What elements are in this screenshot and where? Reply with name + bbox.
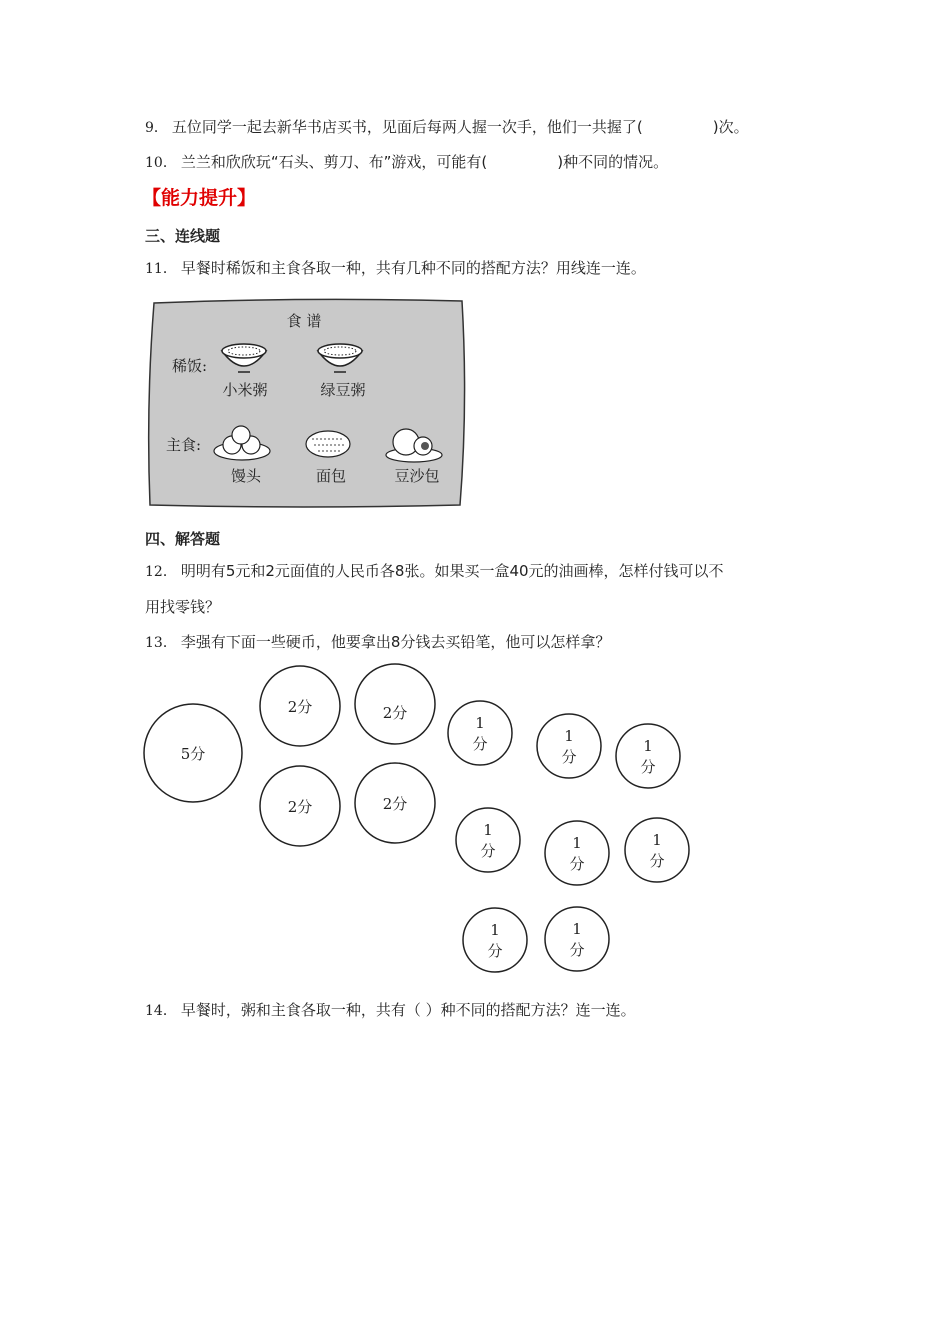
- coin-label: 分: [569, 855, 585, 873]
- coin-label: 1: [490, 921, 500, 939]
- question-text: 李强有下面一些硬币，他要拿出8分钱去买铅笔，他可以怎样拿？: [180, 633, 611, 651]
- porridge-item: 小米粥: [222, 381, 268, 399]
- coin-1fen: [537, 714, 601, 778]
- question-text-end: )种不同的情况。: [557, 153, 669, 171]
- bread-icon: [306, 431, 350, 457]
- question-text: 用找零钱？: [145, 598, 221, 616]
- question-text: 早餐时稀饭和主食各取一种，共有几种不同的搭配方法？用线连一连。: [180, 259, 646, 277]
- question-14: [145, 1000, 636, 1021]
- question-11: [145, 258, 646, 279]
- question-text: 五位同学一起去新华书店买书，见面后每两人握一次手，他们一共握了(: [171, 118, 643, 136]
- question-text-end: )次。: [712, 118, 749, 136]
- staple-label: 主食:: [166, 436, 202, 454]
- question-number: 9．: [145, 120, 168, 136]
- question-text: 明明有5元和2元面值的人民币各8张。如果买一盒40元的油画棒，怎样付钱可以不: [180, 562, 724, 580]
- coin-1fen: [545, 907, 609, 971]
- question-text: 兰兰和欣欣玩“石头、剪刀、布”游戏，可能有(: [180, 153, 488, 171]
- porridge-label: 稀饭:: [172, 357, 208, 375]
- question-number: 14．: [145, 1003, 177, 1019]
- coin-label: 分: [561, 748, 577, 766]
- coin-label: 1: [572, 834, 582, 852]
- question-12: [145, 561, 724, 582]
- coin-label: 分: [649, 852, 665, 870]
- coin-label: 2分: [382, 795, 408, 813]
- section-heading-ability: 【能力提升】: [142, 187, 257, 209]
- coin-label: 1: [475, 714, 485, 732]
- porridge-item: 绿豆粥: [320, 381, 366, 399]
- question-number: 10．: [145, 155, 177, 171]
- coin-label: 2分: [287, 698, 313, 716]
- section-heading-solve: 四、解答题: [145, 530, 221, 548]
- question-number: 12．: [145, 564, 177, 580]
- coin-label: 分: [569, 941, 585, 959]
- coin-label: 1: [652, 831, 662, 849]
- coin-1fen: [448, 701, 512, 765]
- coin-1fen: [463, 908, 527, 972]
- coin-label: 分: [472, 735, 488, 753]
- coin-label: 2分: [382, 704, 408, 722]
- section-heading-matching: 三、连线题: [145, 227, 221, 245]
- staple-item: 豆沙包: [394, 467, 440, 485]
- coin-label: 1: [643, 737, 653, 755]
- coins-figure: [140, 660, 700, 980]
- coin-label: 5分: [180, 745, 206, 763]
- coin-label: 分: [487, 942, 503, 960]
- coin-1fen: [616, 724, 680, 788]
- question-number: 13．: [145, 635, 177, 651]
- coin-1fen: [625, 818, 689, 882]
- coin-label: 分: [640, 758, 656, 776]
- question-9: [145, 117, 749, 138]
- question-10: [145, 152, 668, 173]
- staple-item: 馒头: [230, 467, 262, 485]
- coin-label: 分: [480, 842, 496, 860]
- menu-title: 食 谱: [286, 312, 322, 330]
- coin-label: 1: [564, 727, 574, 745]
- question-text: 早餐时，粥和主食各取一种，共有（ ）种不同的搭配方法？连一连。: [180, 1001, 636, 1019]
- question-12-continued: [145, 597, 220, 617]
- question-number: 11．: [145, 261, 177, 277]
- coin-label: 1: [572, 920, 582, 938]
- coin-label: 2分: [287, 798, 313, 816]
- staple-item: 面包: [315, 467, 347, 485]
- coin-1fen: [456, 808, 520, 872]
- question-13: [145, 632, 610, 653]
- menu-card: [142, 295, 470, 511]
- coin-1fen: [545, 821, 609, 885]
- coin-label: 1: [483, 821, 493, 839]
